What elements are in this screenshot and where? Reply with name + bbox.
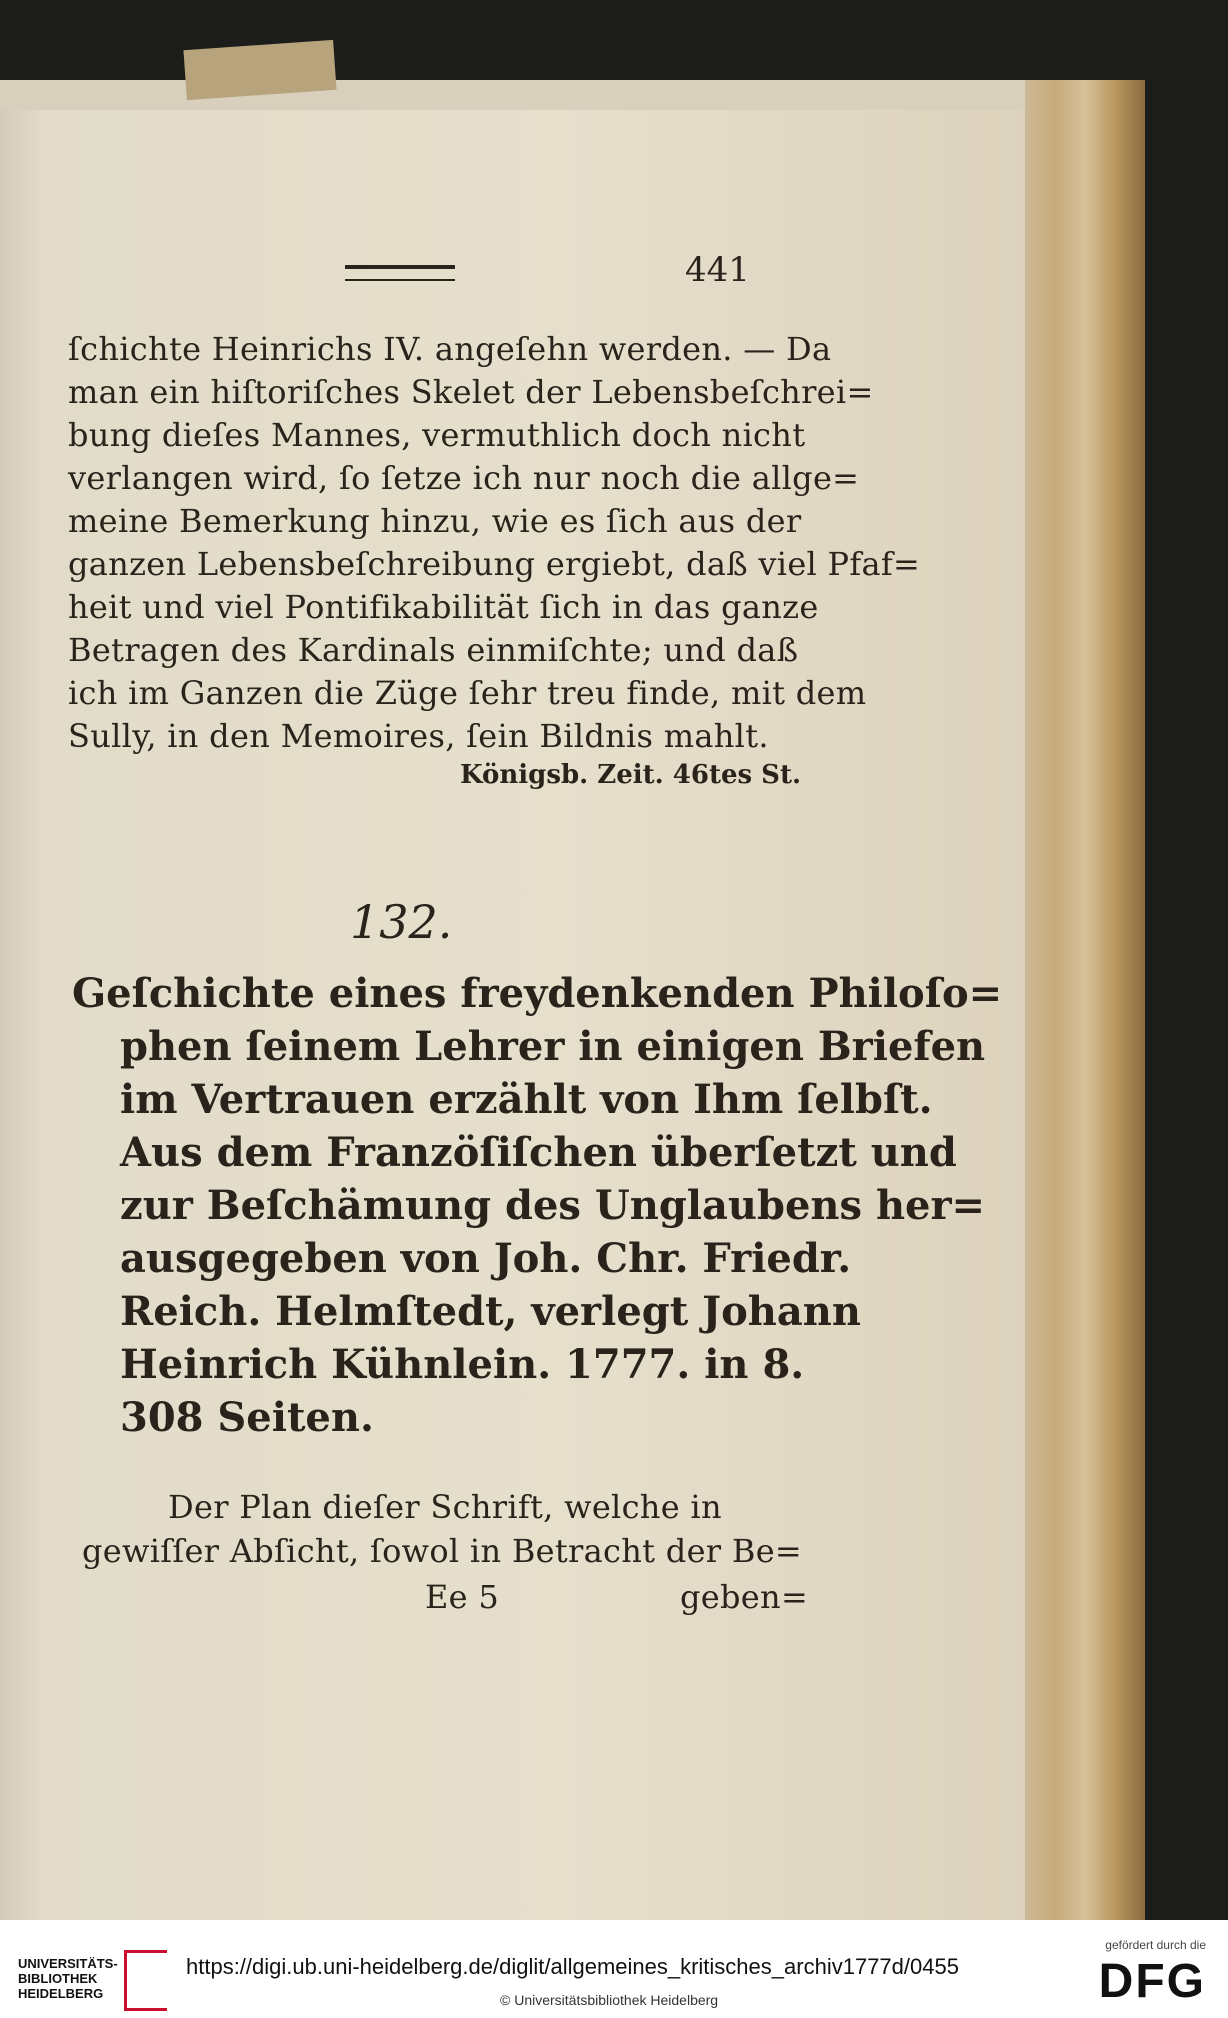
title-line: phen ſeinem Lehrer in einigen Briefen [120, 1023, 986, 1070]
body-line: ſchichte Heinrichs IV. angeſehn werden. — Da [68, 330, 832, 368]
viewer-footer [0, 1920, 1228, 2018]
body-line: man ein hiſtoriſches Skelet der Lebensbeſchrei= [68, 373, 874, 411]
continuation-line: Der Plan dieſer Schrift, welche in [168, 1488, 722, 1526]
library-logo-text: UNIVERSITÄTS- BIBLIOTHEK HEIDELBERG [18, 1956, 118, 2001]
body-line: meine Bemerkung hinzu, wie es ſich aus der [68, 502, 802, 540]
title-line: ausgegeben von Joh. Chr. Friedr. [120, 1235, 852, 1282]
title-line: Geſchichte eines freydenkenden Philoſo= [72, 970, 1003, 1017]
title-line: zur Beſchämung des Unglaubens her= [120, 1182, 986, 1229]
header-rule [345, 265, 455, 281]
permalink[interactable]: https://digi.ub.uni-heidelberg.de/diglit/allgemeines_kritisches_archiv1777d/0455 [186, 1954, 959, 1979]
source-citation: Königsb. Zeit. 46tes St. [460, 760, 802, 790]
body-line: Betragen des Kardinals einmiſchte; und daß [68, 631, 799, 669]
body-line: bung dieſes Mannes, vermuthlich doch nicht [68, 416, 806, 454]
shelf-label-tab [183, 40, 336, 100]
catchword: geben= [680, 1578, 809, 1616]
title-line: Reich. Helmſtedt, verlegt Johann [120, 1288, 861, 1335]
page-number: 441 [685, 250, 750, 290]
entry-number: 132. [350, 895, 453, 949]
continuation-line: gewiſſer Abſicht, ſowol in Betracht der Be= [82, 1532, 803, 1570]
page-fore-edge [1025, 80, 1145, 1920]
funder-note: gefördert durch die [1105, 1938, 1206, 1952]
title-line: Heinrich Kühnlein. 1777. in 8. [120, 1341, 805, 1388]
signature-mark: Ee 5 [425, 1578, 500, 1616]
dfg-logo: DFG [1098, 1955, 1206, 2008]
library-logo-icon [124, 1950, 167, 2011]
title-line: im Vertrauen erzählt von Ihm ſelbſt. [120, 1076, 933, 1123]
title-line: 308 Seiten. [120, 1394, 374, 1441]
copyright-notice: © Universitätsbibliothek Heidelberg [500, 1992, 719, 2008]
body-line: ich im Ganzen die Züge ſehr treu finde, mit dem [68, 674, 867, 712]
title-line: Aus dem Franzöſiſchen überſetzt und [120, 1129, 957, 1176]
body-line: verlangen wird, ſo ſetze ich nur noch die allge= [68, 459, 860, 497]
body-line: Sully, in den Memoires, ſein Bildnis mahlt. [68, 717, 769, 755]
body-line: heit und viel Pontifikabilität ſich in das ganze [68, 588, 819, 626]
body-line: ganzen Lebensbeſchreibung ergiebt, daß viel Pfaf= [68, 545, 921, 583]
